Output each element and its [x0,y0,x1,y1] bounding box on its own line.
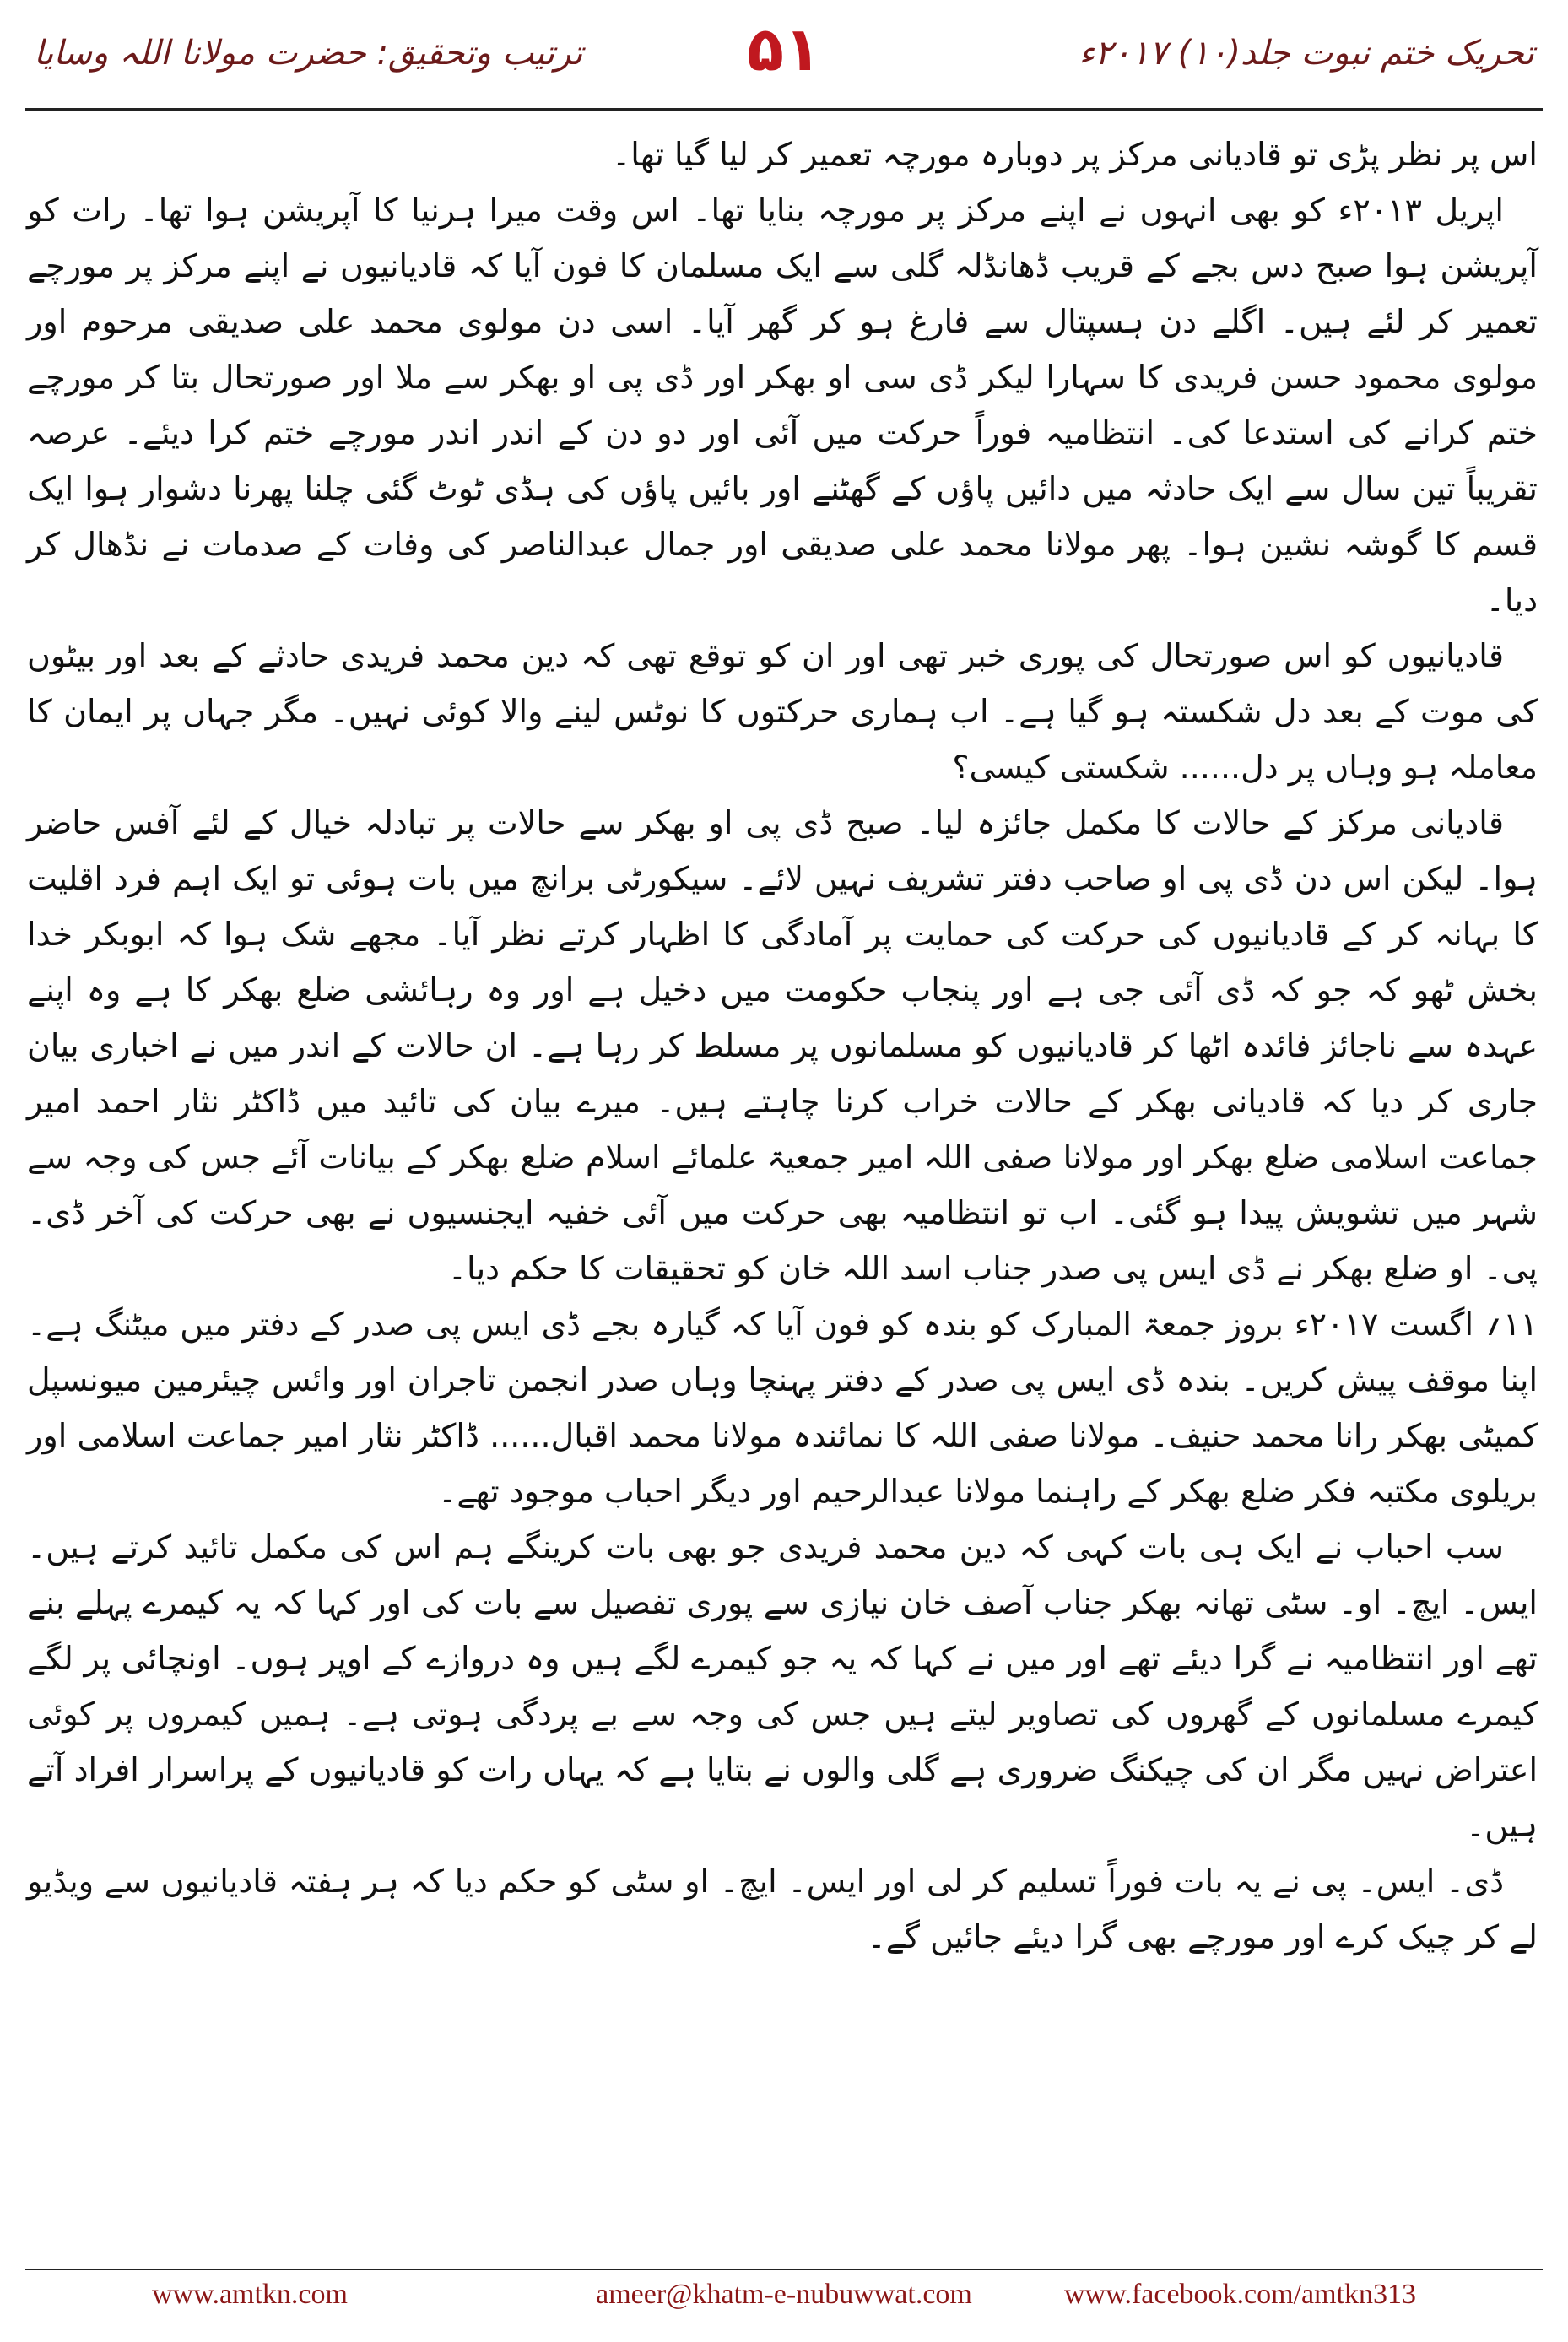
paragraph: قادیانیوں کو اس صورتحال کی پوری خبر تھی اور ان کو توقع تھی کہ دین محمد فریدی حادثے کے بعد اور بیٹوں کی موت کے بعد دل شکستہ ہو گیا ہے۔ اب ہماری حرکتوں کا نوٹس لینے والا کوئی نہیں۔ مگر جہاں پر ایمان کا معاملہ ہو وہاں پر دل...... شکستی کیسی؟ [27,637,1538,786]
page-number: ۵۱ [747,14,821,84]
paragraph: قادیانی مرکز کے حالات کا مکمل جائزہ لیا۔ صبح ڈی پی او بھکر سے حالات پر تبادلہ خیال کے لئے آفس حاضر ہوا۔ لیکن اس دن ڈی پی او صاحب دفتر تشریف نہیں لائے۔ سیکورٹی برانچ میں بات ہوئی تو ایک اہم فرد اقلیت کا بہانہ کر کے قادیانیوں کی حرکت کی حمایت پر آمادگی کا اظہار کرتے نظر آیا۔ مجھے شک ہوا کہ ابوبکر خدا بخش ٹھو کہ جو کہ ڈی آئی جی ہے اور پنجاب حکومت میں دخیل ہے اور وہ رہائشی ضلع بھکر کا ہے وہ اپنے عہدہ سے ناجائز فائدہ اٹھا کر قادیانیوں کو مسلمانوں پر مسلط کر رہا ہے۔ ان حالات کے اندر میں نے اخباری بیان جاری کر دیا کہ قادیانی بھکر کے حالات خراب کرنا چاہتے ہیں۔ میرے بیان کی تائید میں ڈاکٹر نثار احمد امیر جماعت اسلامی ضلع بھکر اور مولانا صفی اللہ امیر جمعیۃ علمائے اسلام ضلع بھکر کے بیانات آئے جس کی وجہ سے شہر میں تشویش پیدا ہو گئی۔ اب تو انتظامیہ بھی حرکت میں آئی خفیہ ایجنسیوں نے بھی حرکت کی آخر ڈی۔ پی۔ او ضلع بھکر نے ڈی ایس پی صدر جناب اسد اللہ خان کو تحقیقات کا حکم دیا۔ [27,804,1538,1287]
website-link[interactable]: www.amtkn.com [152,2279,348,2310]
paragraph: سب احباب نے ایک ہی بات کہی کہ دین محمد فریدی جو بھی بات کرینگے ہم اس کی مکمل تائید کرتے ہیں۔ ایس۔ ایچ۔ او۔ سٹی تھانہ بھکر جناب آصف خان نیازی سے پوری تفصیل سے بات کی اور کہا کہ یہ کیمرے پہلے بنے تھے اور انتظامیہ نے گرا دیئے تھے اور میں نے کہا کہ یہ جو کیمرے لگے ہیں وہ دروازے کے اوپر ہوں۔ اونچائی پر لگے کیمرے مسلمانوں کے گھروں کی تصاویر لیتے ہیں جس کی وجہ سے بے پردگی ہوتی ہے۔ ہمیں کیمروں پر کوئی اعتراض نہیں مگر ان کی چیکنگ ضروری ہے گلی والوں نے بتایا ہے کہ یہاں رات کو قادیانیوں کے پراسرار افراد آتے ہیں۔ [27,1528,1538,1844]
paragraph: اپریل ۲۰۱۳ء کو بھی انہوں نے اپنے مرکز پر مورچہ بنایا تھا۔ اس وقت میرا ہرنیا کا آپریشن ہوا تھا۔ رات کو آپریشن ہوا صبح دس بجے کے قریب ڈھانڈلہ گلی سے ایک مسلمان کا فون آیا کہ قادیانیوں نے اپنے مرکز پر مورچے تعمیر کر لئے ہیں۔ اگلے دن ہسپتال سے فارغ ہو کر گھر آیا۔ اسی دن مولوی محمد علی صدیقی مرحوم اور مولوی محمود حسن فریدی کا سہارا لیکر ڈی سی او بھکر اور ڈی پی او بھکر سے ملا اور صورتحال بتا کر مورچے ختم کرانے کی استدعا کی۔ انتظامیہ فوراً حرکت میں آئی اور دو دن کے اندر اندر مورچے ختم کرا دیئے۔ عرصہ تقریباً تین سال سے ایک حادثہ میں دائیں پاؤں کے گھٹنے اور بائیں پاؤں کی ہڈی ٹوٹ گئی چلنا پھرنا دشوار ہوا ایک قسم کا گوشہ نشین ہوا۔ پھر مولانا محمد علی صدیقی اور جمال عبدالناصر کی وفات کے صدمات نے نڈھال کر دیا۔ [27,192,1538,619]
paragraph: ۱۱؍ اگست ۲۰۱۷ء بروز جمعۃ المبارک کو بندہ کو فون آیا کہ گیارہ بجے ڈی ایس پی صدر کے دفتر میں میٹنگ ہے۔ اپنا موقف پیش کریں۔ بندہ ڈی ایس پی صدر کے دفتر پہنچا وہاں صدر انجمن تاجران اور وائس چیئرمین میونسپل کمیٹی بھکر رانا محمد حنیف۔ مولانا صفی اللہ کا نمائندہ مولانا محمد اقبال...... ڈاکٹر نثار امیر جماعت اسلامی اور بریلوی مکتبہ فکر ضلع بھکر کے راہنما مولانا عبدالرحیم اور دیگر احباب موجود تھے۔ [27,1306,1538,1510]
article-body [27,127,1538,1965]
paragraph: اس پر نظر پڑی تو قادیانی مرکز پر دوبارہ مورچہ تعمیر کر لیا گیا تھا۔ [612,136,1538,173]
header-divider [25,108,1543,111]
journal-title: تحریک ختم نبوت جلد(۱۰) ۲۰۱۷ء [1079,34,1534,73]
facebook-link[interactable]: www.facebook.com/amtkn313 [1063,2279,1416,2310]
paragraph: ڈی۔ ایس۔ پی نے یہ بات فوراً تسلیم کر لی اور ایس۔ ایچ۔ او سٹی کو حکم دیا کہ ہر ہفتہ قادیانیوں سے ویڈیو لے کر چیک کرے اور مورچے بھی گرا دیئے جائیں گے۔ [27,1863,1538,1955]
page-footer [25,2279,1543,2321]
footer-divider [25,2269,1543,2270]
email-link[interactable]: ameer@khatm-e-nubuwwat.com [596,2279,972,2310]
page-header [25,14,1543,100]
compiler-credit: ترتیب وتحقیق: حضرت مولانا اللہ وسایا [34,34,583,73]
